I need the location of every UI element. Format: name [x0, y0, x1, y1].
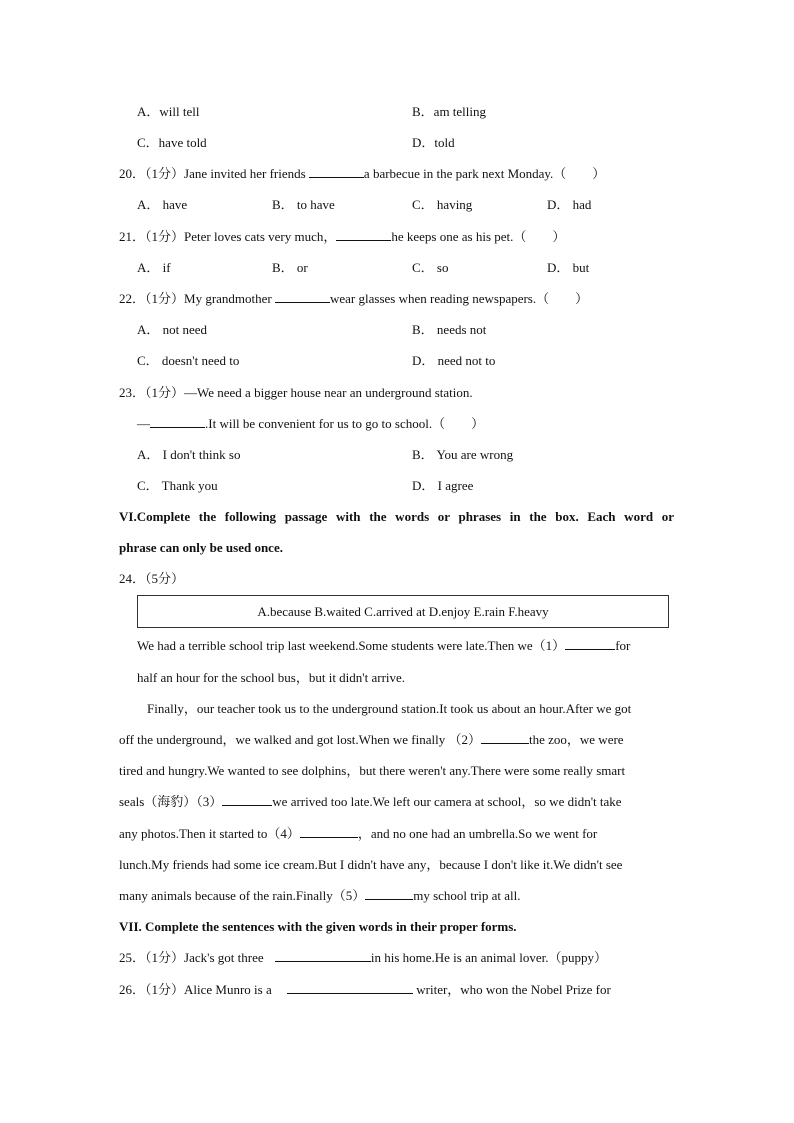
q20-option-b: B． to have: [272, 197, 335, 212]
passage-line: [119, 794, 622, 810]
question-text: writer，who won the Nobel Prize for: [413, 982, 611, 997]
passage-line: [119, 732, 624, 748]
q23-option-c: C． Thank you: [137, 478, 218, 493]
passage-line: [137, 638, 630, 654]
passage-line: half an hour for the school bus，but it didn't arrive.: [137, 670, 406, 685]
question-text: My grandmother: [184, 291, 275, 306]
blank-2[interactable]: [481, 732, 529, 744]
question-23: [119, 385, 473, 401]
question-26: [119, 982, 611, 998]
q21-option-b: B． or: [272, 260, 308, 275]
q20-option-c: C． having: [412, 197, 473, 212]
question-text: wear glasses when reading newspapers.（ ）: [330, 291, 589, 306]
question-text: a barbecue in the park next Monday.（ ）: [363, 166, 606, 181]
q19-option-d: D．told: [412, 135, 455, 150]
q20-option-a: A． have: [137, 197, 188, 212]
passage-line: lunch.My friends had some ice cream.But I didn't have any，because I don't like it.We didn't see: [119, 857, 623, 872]
q19-option-c: C．have told: [137, 135, 207, 150]
question-text: Jack's got three: [184, 950, 267, 965]
blank-4[interactable]: [300, 826, 358, 838]
question-text: in his home.He is an animal lover.（puppy）: [370, 950, 607, 965]
answer-blank[interactable]: [309, 166, 364, 178]
question-number: 20．（1分）: [119, 166, 185, 181]
q20-option-d: D． had: [547, 197, 592, 212]
passage-text: ，and no one had an umbrella.So we went for: [357, 826, 598, 841]
question-21: [119, 229, 565, 245]
q21-option-d: D． but: [547, 260, 590, 275]
dash: —: [137, 416, 150, 431]
blank-3[interactable]: [222, 794, 272, 806]
question-25: [119, 950, 607, 966]
question-text: Jane invited her friends: [184, 166, 309, 181]
passage-text: for: [615, 638, 631, 653]
passage-text: We had a terrible school trip last weekend.Some students were late.Then we（1）: [137, 638, 566, 653]
passage-line: [119, 888, 520, 904]
passage-text: off the underground，we walked and got lost.When we finally （2）: [119, 732, 481, 747]
passage-text: my school trip at all.: [413, 888, 521, 903]
q22-option-d: D． need not to: [412, 353, 496, 368]
q21-option-c: C． so: [412, 260, 449, 275]
passage-text: many animals because of the rain.Finally（5）: [119, 888, 366, 903]
q23-option-d: D． I agree: [412, 478, 474, 493]
answer-blank[interactable]: [275, 291, 330, 303]
q22-option-b: B． needs not: [412, 322, 487, 337]
answer-blank[interactable]: [150, 416, 205, 428]
question-22: [119, 291, 588, 307]
q19-option-a: A．will tell: [137, 104, 200, 119]
answer-blank[interactable]: [336, 229, 391, 241]
passage-text: we arrived too late.We left our camera at school，so we didn't take: [272, 794, 622, 809]
answer-blank[interactable]: [287, 982, 413, 994]
question-text: —We need a bigger house near an underground station.: [184, 385, 473, 400]
question-text: he keeps one as his pet.（ ）: [391, 229, 566, 244]
question-text: Peter loves cats very much，: [184, 229, 337, 244]
question-20: [119, 166, 605, 182]
section-6-heading: VI.Complete the following passage with the words or phrases in the box. Each word or: [119, 509, 674, 524]
question-number: 23．（1分）: [119, 385, 185, 400]
section-7-heading: VII. Complete the sentences with the given words in their proper forms.: [119, 919, 517, 934]
passage-line: Finally，our teacher took us to the underground station.It took us about an hour.After we got: [147, 701, 632, 716]
q19-option-b: B．am telling: [412, 104, 487, 119]
q22-option-c: C． doesn't need to: [137, 353, 240, 368]
question-number: 25．（1分）: [119, 950, 185, 965]
passage-text: seals（海豹）（3）: [119, 794, 223, 809]
blank-5[interactable]: [365, 888, 413, 900]
answer-blank[interactable]: [275, 950, 371, 962]
word-box: [137, 595, 669, 628]
question-number: 21．（1分）: [119, 229, 185, 244]
q21-option-a: A． if: [137, 260, 171, 275]
blank-1[interactable]: [565, 638, 615, 650]
question-text: Alice Munro is a: [184, 982, 275, 997]
passage-line: tired and hungry.We wanted to see dolphins，but there weren't any.There were some really smart: [119, 763, 626, 778]
q23-option-a: A． I don't think so: [137, 447, 241, 462]
question-24-number: 24．（5分）: [119, 571, 185, 586]
word-box-text: A.because B.waited C.arrived at D.enjoy E.rain F.heavy: [257, 603, 549, 619]
question-number: 26．（1分）: [119, 982, 185, 997]
passage-line: [119, 826, 597, 842]
q23-option-b: B． You are wrong: [412, 447, 514, 462]
question-text: .It will be convenient for us to go to school.（ ）: [205, 416, 485, 431]
passage-text: any photos.Then it started to（4）: [119, 826, 300, 841]
question-number: 22．（1分）: [119, 291, 185, 306]
question-23-response: [137, 416, 484, 432]
section-6-heading-cont: phrase can only be used once.: [119, 540, 283, 555]
q22-option-a: A． not need: [137, 322, 208, 337]
passage-text: the zoo，we were: [529, 732, 624, 747]
